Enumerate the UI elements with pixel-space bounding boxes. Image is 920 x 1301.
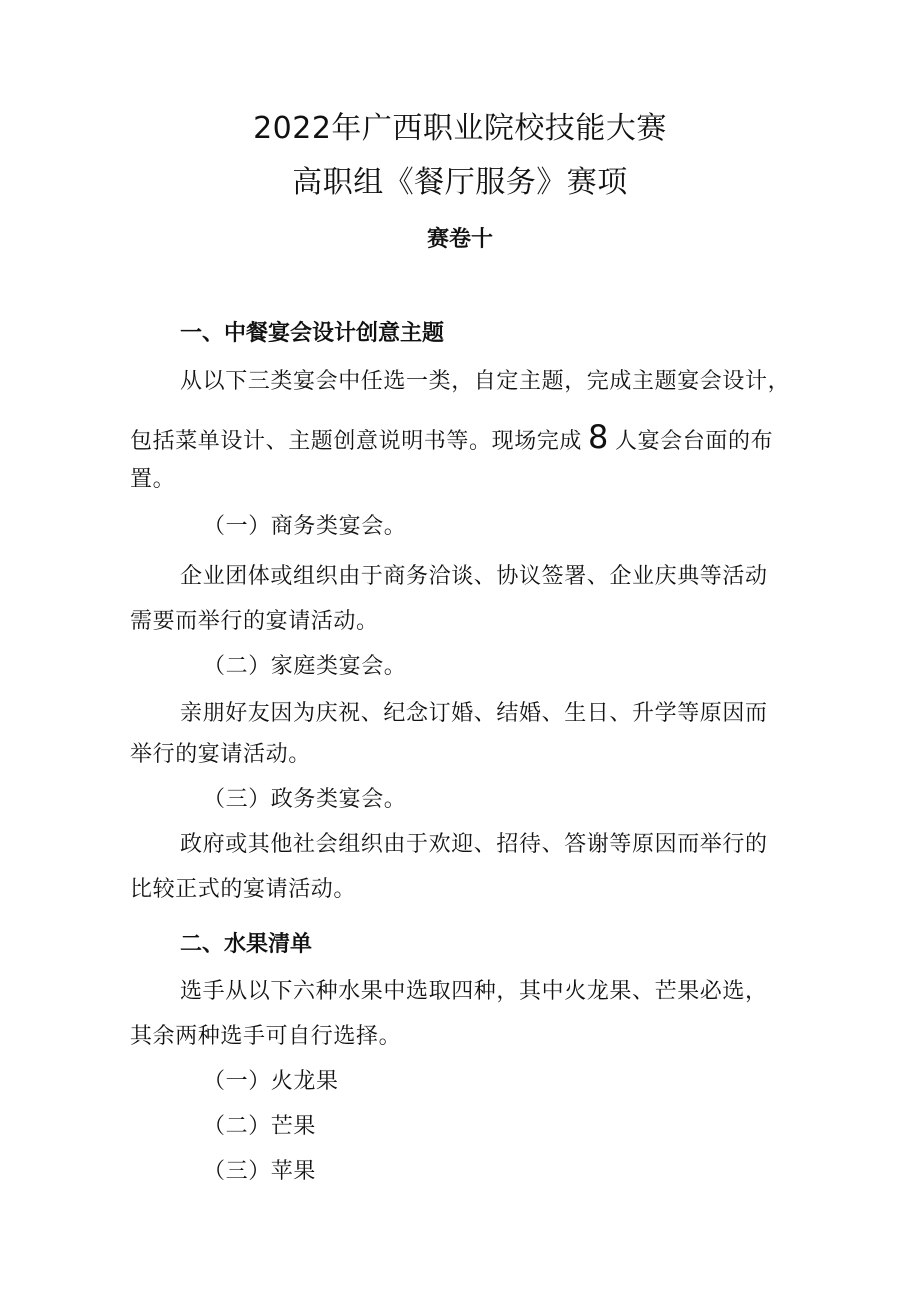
section-2-heading: 二、水果清单 xyxy=(180,932,313,957)
intro-line-2-after: 人宴会台面的布 xyxy=(614,429,774,454)
banquet-type-desc-line-2: 需要而举行的宴请活动。 xyxy=(130,609,379,634)
section-2-intro-line-1: 选手从以下六种水果中选取四种，其中火龙果、芒果必选， xyxy=(180,979,768,1004)
banquet-type-desc-line-2: 比较正式的宴请活动。 xyxy=(130,877,357,902)
intro-line-2-before: 包括菜单设计、主题创意说明书等。现场完成 xyxy=(130,429,583,454)
banquet-type-desc-line-1: 企业团体或组织由于商务洽谈、协议签署、企业庆典等活动 xyxy=(180,564,768,589)
section-1-intro-line-1: 从以下三类宴会中任选一类，自定主题，完成主题宴会设计， xyxy=(180,369,791,394)
fruit-item: （三）苹果 xyxy=(203,1159,317,1184)
guest-count-number: 8 xyxy=(588,418,609,456)
title-line-2: 高职组《餐厅服务》赛项 xyxy=(292,165,628,200)
section-1-heading: 一、中餐宴会设计创意主题 xyxy=(180,321,445,346)
banquet-type-desc-line-2: 举行的宴请活动。 xyxy=(130,742,311,767)
title-line-1: 2022年广西职业院校技能大赛 xyxy=(253,111,667,146)
banquet-type-desc-line-1: 亲朋好友因为庆祝、纪念订婚、结婚、生日、升学等原因而 xyxy=(180,701,768,726)
section-1-intro-line-3: 置。 xyxy=(130,467,176,492)
banquet-type-desc-line-1: 政府或其他社会组织由于欢迎、招待、答谢等原因而举行的 xyxy=(180,832,768,857)
section-1-intro-line-2 xyxy=(130,418,774,456)
banquet-type-label: （二）家庭类宴会。 xyxy=(203,654,407,679)
subtitle: 赛卷十 xyxy=(426,227,493,252)
banquet-type-label: （一）商务类宴会。 xyxy=(203,514,407,539)
banquet-type-label: （三）政务类宴会。 xyxy=(203,787,407,812)
fruit-item: （一）火龙果 xyxy=(203,1069,339,1094)
section-2-intro-line-2: 其余两种选手可自行选择。 xyxy=(130,1024,402,1049)
fruit-item: （二）芒果 xyxy=(203,1114,317,1139)
